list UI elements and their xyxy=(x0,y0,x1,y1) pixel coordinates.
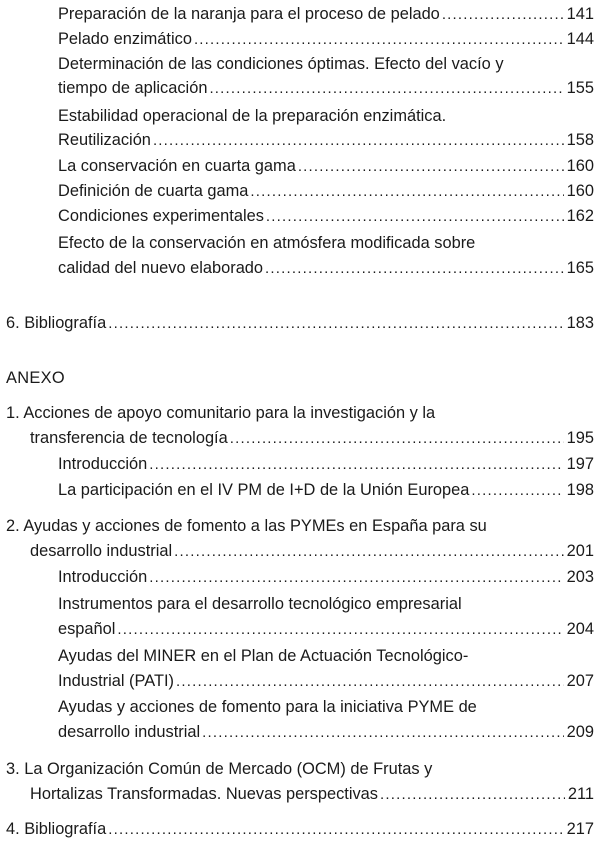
toc-entry-title: 4. Bibliografía xyxy=(6,820,107,838)
toc-entry xyxy=(58,722,594,742)
toc-entry-page: 195 xyxy=(566,429,594,447)
dot-leader xyxy=(176,672,564,692)
toc-entry xyxy=(58,206,594,226)
dot-leader xyxy=(265,259,564,279)
dot-leader xyxy=(380,785,565,805)
toc-chapter-entry xyxy=(30,784,594,804)
toc-entry-page: 162 xyxy=(566,207,594,225)
toc-entry-page: 198 xyxy=(566,481,594,499)
toc-entry-page: 160 xyxy=(566,182,594,200)
toc-entry-page: 197 xyxy=(566,455,594,473)
dot-leader xyxy=(194,30,564,50)
toc-entry-page: 165 xyxy=(566,259,594,277)
dot-leader xyxy=(149,455,563,475)
toc-entry-title: desarrollo industrial xyxy=(58,723,201,741)
toc-entry-page: 160 xyxy=(566,157,594,175)
toc-entry xyxy=(58,130,594,150)
toc-entry-title: tiempo de aplicación xyxy=(58,79,208,97)
toc-entry-title: Reutilización xyxy=(58,131,151,149)
toc-entry xyxy=(58,480,594,500)
dot-leader xyxy=(108,314,563,334)
toc-entry-title: Condiciones experimentales xyxy=(58,207,264,225)
toc-chapter-entry xyxy=(6,819,594,839)
toc-entry-page: 183 xyxy=(566,314,594,332)
toc-chapter-entry xyxy=(30,428,594,448)
toc-entry-page: 155 xyxy=(566,79,594,97)
dot-leader xyxy=(250,182,563,202)
toc-entry-title-line1: 2. Ayudas y acciones de fomento a las PYMEs en España para su xyxy=(6,517,487,535)
toc-entry-title: calidad del nuevo elaborado xyxy=(58,259,264,277)
toc-entry-title: Definición de cuarta gama xyxy=(58,182,249,200)
toc-entry xyxy=(58,4,594,24)
toc-entry-title-line1: Estabilidad operacional de la preparación enzimática. xyxy=(58,107,447,125)
toc-entry-title-line1: Efecto de la conservación en atmósfera modificada sobre xyxy=(58,234,476,252)
toc-entry xyxy=(58,258,594,278)
toc-entry-title: Hortalizas Transformadas. Nuevas perspectivas xyxy=(30,785,378,803)
dot-leader xyxy=(108,820,563,840)
dot-leader xyxy=(298,157,564,177)
toc-chapter-entry xyxy=(30,541,594,561)
dot-leader xyxy=(117,620,563,640)
toc-entry-page: 158 xyxy=(566,131,594,149)
toc-chapter-entry xyxy=(6,313,594,333)
toc-entry-title: 6. Bibliografía xyxy=(6,314,107,332)
toc-entry-page: 209 xyxy=(566,723,594,741)
toc-entry-title: Introducción xyxy=(58,455,148,473)
toc-entry-page: 141 xyxy=(566,5,594,23)
dot-leader xyxy=(202,723,564,743)
toc-entry-page: 207 xyxy=(566,672,594,690)
toc-entry xyxy=(58,156,594,176)
toc-entry-title: desarrollo industrial xyxy=(30,542,173,560)
toc-entry-title-line1: Instrumentos para el desarrollo tecnológico empresarial xyxy=(58,595,462,613)
dot-leader xyxy=(471,481,563,501)
toc-entry-title-line1: Determinación de las condiciones óptimas. Efecto del vacío y xyxy=(58,55,504,73)
dot-leader xyxy=(266,207,564,227)
toc-entry-page: 217 xyxy=(566,820,594,838)
toc-entry-page: 204 xyxy=(566,620,594,638)
toc-entry xyxy=(58,619,594,639)
toc-entry-title: Pelado enzimático xyxy=(58,30,192,48)
toc-entry-page: 144 xyxy=(566,30,594,48)
dot-leader xyxy=(209,79,563,99)
toc-entry xyxy=(58,78,594,98)
toc-entry xyxy=(58,181,594,201)
toc-entry-page: 203 xyxy=(566,568,594,586)
toc-entry-title: español xyxy=(58,620,116,638)
toc-entry-title-line1: Ayudas del MINER en el Plan de Actuación Tecnológico- xyxy=(58,647,469,665)
toc-entry-title: Industrial (PATI) xyxy=(58,672,174,690)
toc-entry-page: 211 xyxy=(567,785,594,803)
toc-entry-title-line1: 1. Acciones de apoyo comunitario para la investigación y la xyxy=(6,404,436,422)
dot-leader xyxy=(230,429,564,449)
dot-leader xyxy=(442,5,564,25)
toc-entry-title: transferencia de tecnología xyxy=(30,429,228,447)
toc-entry-title: Introducción xyxy=(58,568,148,586)
toc-entry xyxy=(58,29,594,49)
toc-entry xyxy=(58,454,594,474)
toc-entry-title: La participación en el IV PM de I+D de la Unión Europea xyxy=(58,481,470,499)
toc-entry-title: Preparación de la naranja para el proceso de pelado xyxy=(58,5,440,23)
toc-entry-title-line1: 3. La Organización Común de Mercado (OCM) de Frutas y xyxy=(6,760,433,778)
dot-leader xyxy=(174,542,564,562)
dot-leader xyxy=(153,131,564,151)
toc-entry-page: 201 xyxy=(566,542,594,560)
toc-entry xyxy=(58,671,594,691)
toc-entry-title: La conservación en cuarta gama xyxy=(58,157,296,175)
toc-entry xyxy=(58,567,594,587)
dot-leader xyxy=(149,568,563,588)
annex-heading: ANEXO xyxy=(6,369,65,387)
toc-entry-title-line1: Ayudas y acciones de fomento para la iniciativa PYME de xyxy=(58,698,477,716)
